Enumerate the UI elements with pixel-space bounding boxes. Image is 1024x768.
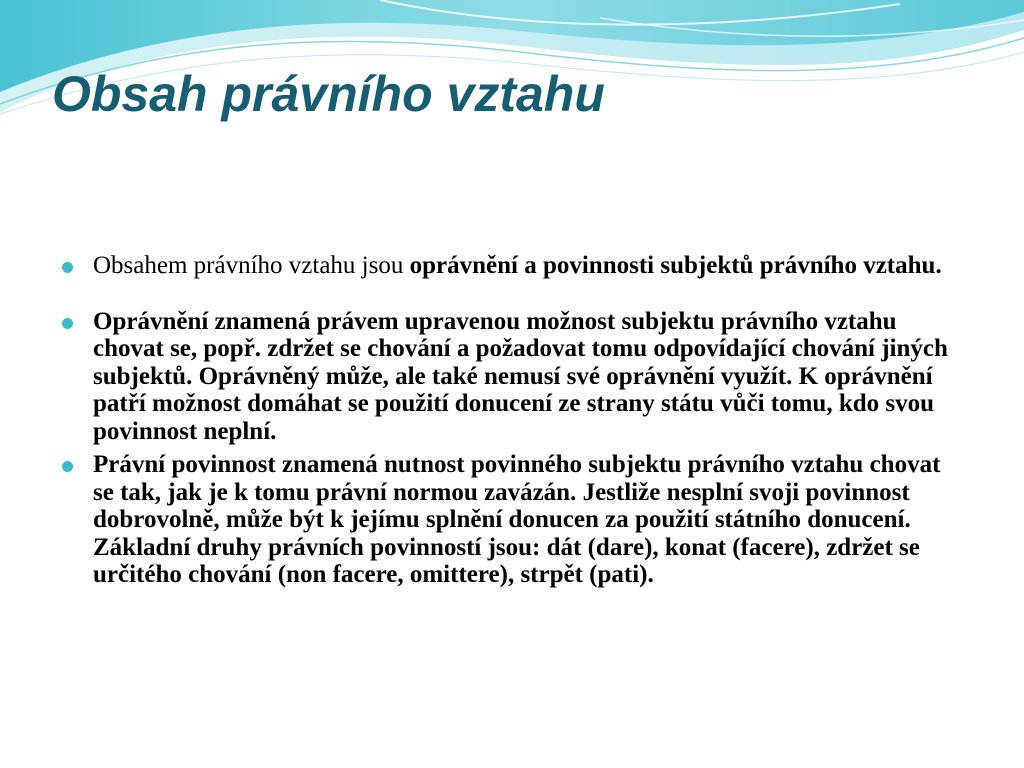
list-item (62, 451, 962, 589)
list-item (62, 252, 962, 280)
bullet-icon (62, 262, 73, 273)
slide-title: Obsah právního vztahu (52, 66, 605, 122)
list-item (62, 308, 962, 446)
bullet-text: Právní povinnost znamená nutnost povinného subjektu právního vztahu chovat se tak, jak je k tomu právní normou zavázán. Jestliže nesplní svoji povinnost dobrovolně, může být k jejímu splnění donucen za použití státního donucení. Základní druhy právních povinností jsou: dát (dare), konat (facere), zdržet se určitého chování (non facere, omittere), strpět (pati). (93, 451, 941, 588)
bullet-text: Obsahem právního vztahu jsou (93, 252, 410, 279)
bullet-text: Oprávnění znamená právem upravenou možnost subjektu právního vztahu chovat se, popř. zdržet se chování a požadovat tomu odpovídající chování jiných subjektů. Oprávněný může, ale také nemusí své oprávnění využít. K oprávnění patří možnost domáhat se použití donucení ze strany státu vůči tomu, kdo svou povinnost neplní. (93, 307, 948, 445)
bullet-list (62, 252, 962, 589)
bullet-emphasis: oprávnění a povinnosti subjektů právního vztahu. (409, 252, 942, 279)
bullet-icon (62, 461, 73, 472)
bullet-icon (62, 318, 73, 329)
